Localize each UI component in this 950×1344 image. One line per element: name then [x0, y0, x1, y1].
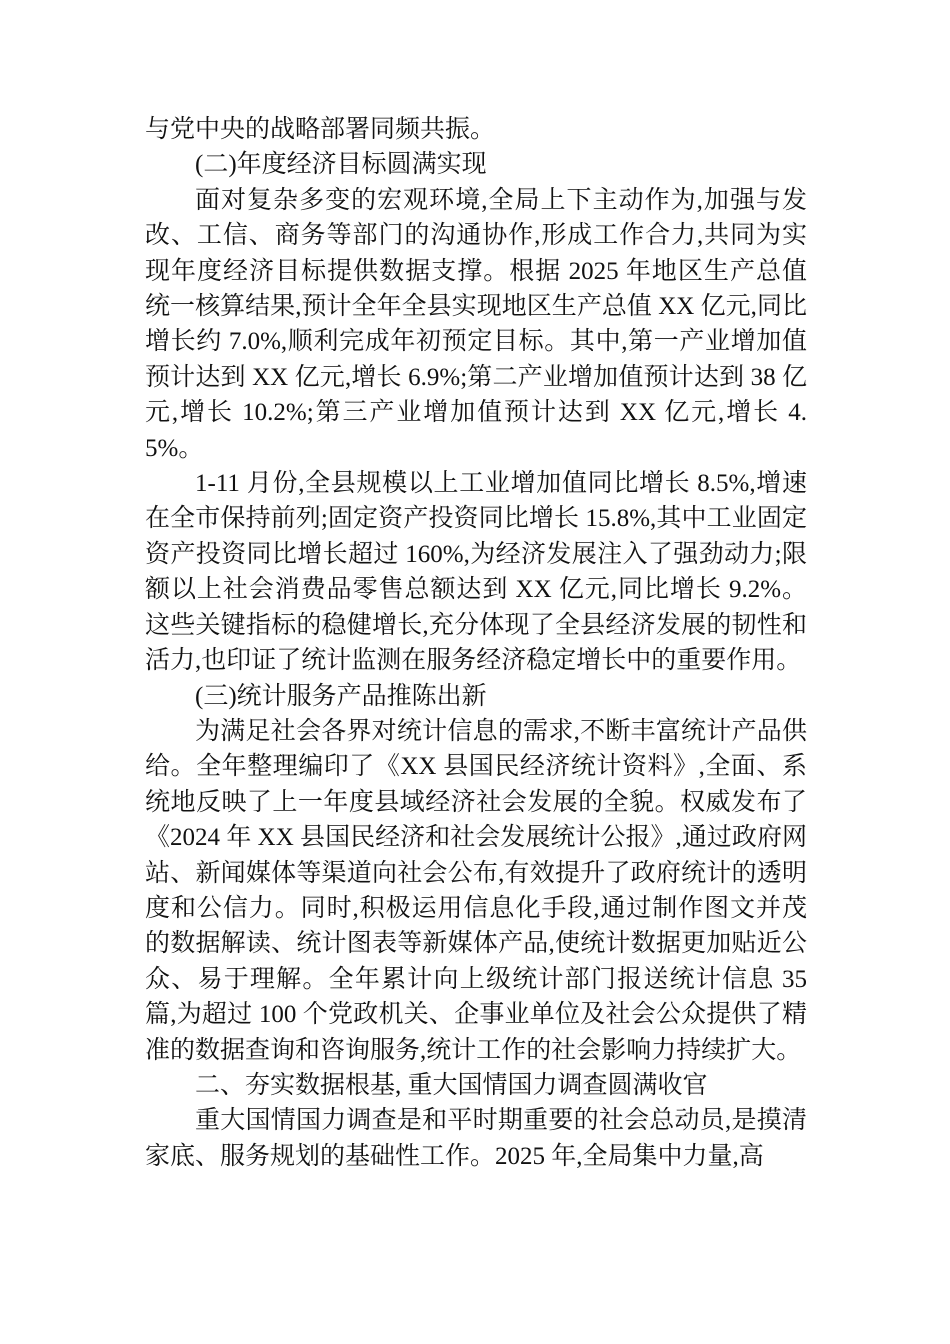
paragraph-statistical-products: 为满足社会各界对统计信息的需求,不断丰富统计产品供给。全年整理编印了《XX 县国民经济统计资料》,全面、系统地反映了上一年度县域经济社会发展的全貌。权威发布了《2024 年 XX 县国民经济和社会发展统计公报》,通过政府网站、新闻媒体等渠道向社会公布,有效提升了政府统计的透明度和公信力。同时,积极运用信息化手段,通过制作图文并茂的数据解读、统计图表等新媒体产品,使统计数据更加贴近公众、易于理解。全年累计向上级统计部门报送统计信息 35 篇,为超过 100 个党政机关、企事业单位及社会公众提供了精准的数据查询和咨询服务,统计工作的社会影响力持续扩大。: [145, 717, 807, 1064]
section-heading-statistical-products: (三)统计服务产品推陈出新: [195, 682, 487, 710]
paragraph-national-survey: 重大国情国力调查是和平时期重要的社会总动员,是摸清家底、服务规划的基础性工作。2025 年,全局集中力量,高: [145, 1107, 807, 1170]
paragraph-economic-goals: 面对复杂多变的宏观环境,全局上下主动作为,加强与发改、工信、商务等部门的沟通协作,形成工作合力,共同为实现年度经济目标提供数据支撑。根据 2025 年地区生产总值统一核算结果,预计全年全县实现地区生产总值 XX 亿元,同比增长约 7.0%,顺利完成年初预定目标。其中,第一产业增加值预计达到 XX 亿元,增长 6.9%;第二产业增加值预计达到 38 亿元,增长 10.2%;第三产业增加值预计达到 XX 亿元,增长 4.5%。: [145, 186, 807, 462]
continuation-paragraph: 与党中央的战略部署同频共振。: [145, 116, 496, 143]
section-heading-annual-economic-goals: (二)年度经济目标圆满实现: [195, 151, 487, 179]
section-heading-national-survey: 二、夯实数据根基, 重大国情国力调查圆满收官: [195, 1071, 708, 1099]
paragraph-key-indicators: 1-11 月份,全县规模以上工业增加值同比增长 8.5%,增速在全市保持前列;固定资产投资同比增长 15.8%,其中工业固定资产投资同比增长超过 160%,为经济发展注入了强劲动力;限额以上社会消费品零售总额达到 XX 亿元,同比增长 9.2%。这些关键指标的稳健增长,充分体现了全县经济发展的韧性和活力,也印证了统计监测在服务经济稳定增长中的重要作用。: [145, 470, 807, 675]
document-body: [145, 112, 807, 1174]
